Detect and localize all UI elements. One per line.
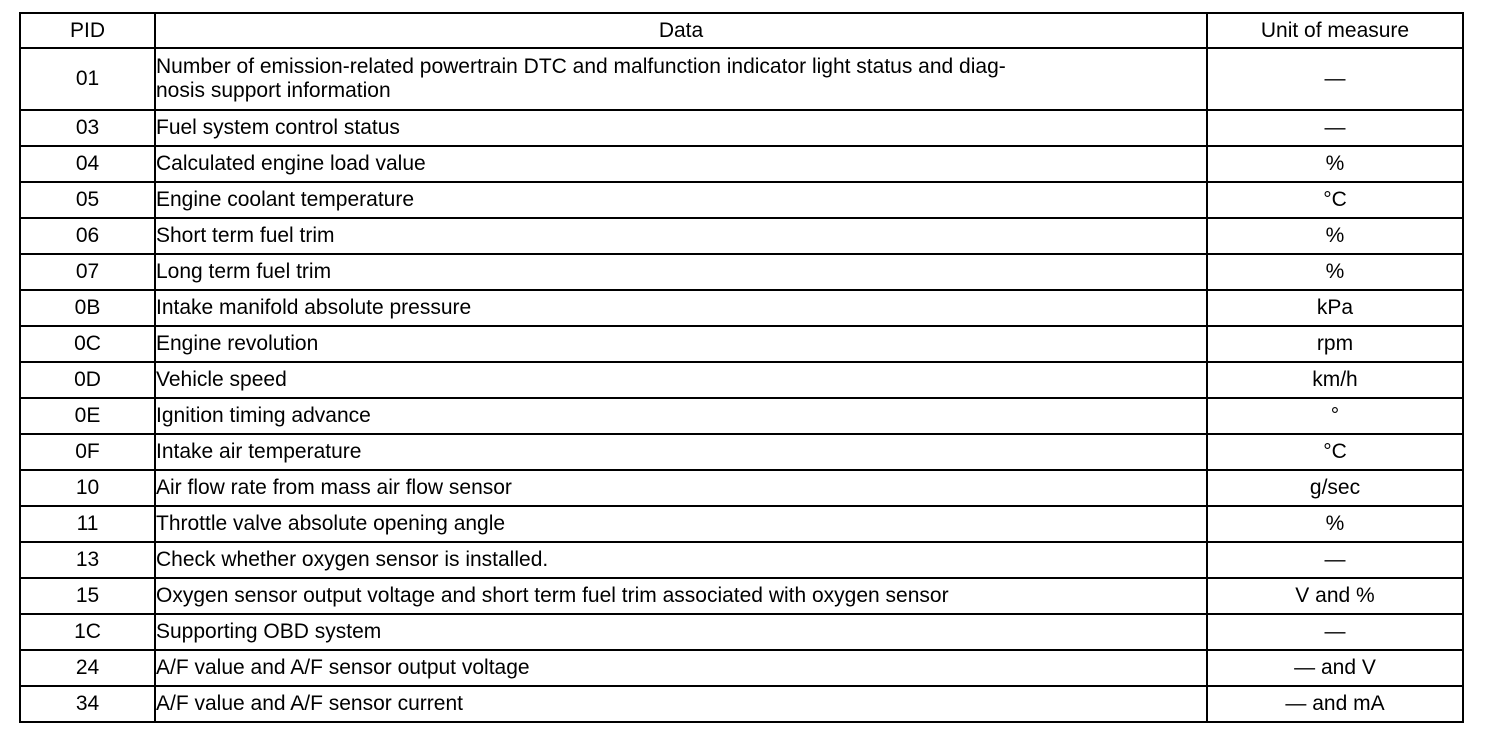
unit-cell: — bbox=[1207, 542, 1463, 578]
pid-cell: 0B bbox=[20, 290, 155, 326]
unit-cell: % bbox=[1207, 218, 1463, 254]
pid-cell: 34 bbox=[20, 686, 155, 722]
pid-data-table bbox=[19, 12, 1464, 723]
table-row bbox=[20, 110, 1463, 146]
pid-cell: 06 bbox=[20, 218, 155, 254]
pid-cell: 1C bbox=[20, 614, 155, 650]
data-cell: Air flow rate from mass air flow sensor bbox=[155, 470, 1207, 506]
data-cell: Engine revolution bbox=[155, 326, 1207, 362]
unit-cell: % bbox=[1207, 254, 1463, 290]
unit-cell: ° bbox=[1207, 398, 1463, 434]
unit-cell: % bbox=[1207, 146, 1463, 182]
table-row bbox=[20, 290, 1463, 326]
table-row bbox=[20, 470, 1463, 506]
unit-cell: °C bbox=[1207, 434, 1463, 470]
table-row bbox=[20, 362, 1463, 398]
table-row bbox=[20, 182, 1463, 218]
unit-cell: — bbox=[1207, 614, 1463, 650]
table-row bbox=[20, 542, 1463, 578]
pid-cell: 0E bbox=[20, 398, 155, 434]
data-cell: Vehicle speed bbox=[155, 362, 1207, 398]
data-cell: Throttle valve absolute opening angle bbox=[155, 506, 1207, 542]
data-cell: Oxygen sensor output voltage and short term fuel trim associated with oxygen sensor bbox=[155, 578, 1207, 614]
pid-cell: 11 bbox=[20, 506, 155, 542]
table-row bbox=[20, 506, 1463, 542]
table-row bbox=[20, 650, 1463, 686]
table-row bbox=[20, 614, 1463, 650]
pid-cell: 13 bbox=[20, 542, 155, 578]
pid-cell: 10 bbox=[20, 470, 155, 506]
unit-cell: rpm bbox=[1207, 326, 1463, 362]
data-cell: Engine coolant temperature bbox=[155, 182, 1207, 218]
data-line: Number of emission-related powertrain DTC and malfunction indicator light status and diag- nosis support information bbox=[156, 55, 1006, 102]
data-cell: Short term fuel trim bbox=[155, 218, 1207, 254]
pid-cell: 0C bbox=[20, 326, 155, 362]
unit-cell: kPa bbox=[1207, 290, 1463, 326]
table-row bbox=[20, 398, 1463, 434]
table-row bbox=[20, 254, 1463, 290]
unit-cell: — and V bbox=[1207, 650, 1463, 686]
unit-cell: °C bbox=[1207, 182, 1463, 218]
unit-cell: km/h bbox=[1207, 362, 1463, 398]
unit-cell: — and mA bbox=[1207, 686, 1463, 722]
table-header bbox=[20, 13, 1463, 48]
unit-cell: % bbox=[1207, 506, 1463, 542]
table-row bbox=[20, 578, 1463, 614]
table-row bbox=[20, 218, 1463, 254]
header-unit: Unit of measure bbox=[1207, 13, 1463, 48]
pid-cell: 0D bbox=[20, 362, 155, 398]
data-cell: Calculated engine load value bbox=[155, 146, 1207, 182]
header-pid: PID bbox=[20, 13, 155, 48]
data-cell: A/F value and A/F sensor output voltage bbox=[155, 650, 1207, 686]
pid-cell: 03 bbox=[20, 110, 155, 146]
data-cell: Intake air temperature bbox=[155, 434, 1207, 470]
data-cell: Long term fuel trim bbox=[155, 254, 1207, 290]
data-cell: Ignition timing advance bbox=[155, 398, 1207, 434]
unit-cell: — bbox=[1207, 110, 1463, 146]
table-body bbox=[20, 48, 1463, 722]
data-cell: Check whether oxygen sensor is installed. bbox=[155, 542, 1207, 578]
pid-cell: 01 bbox=[20, 48, 155, 110]
header-data: Data bbox=[155, 13, 1207, 48]
unit-cell: g/sec bbox=[1207, 470, 1463, 506]
pid-cell: 24 bbox=[20, 650, 155, 686]
table-row bbox=[20, 326, 1463, 362]
table-row bbox=[20, 146, 1463, 182]
pid-cell: 0F bbox=[20, 434, 155, 470]
pid-cell: 07 bbox=[20, 254, 155, 290]
data-cell bbox=[155, 48, 1207, 110]
pid-cell: 05 bbox=[20, 182, 155, 218]
data-cell: Intake manifold absolute pressure bbox=[155, 290, 1207, 326]
unit-cell: V and % bbox=[1207, 578, 1463, 614]
data-cell: Fuel system control status bbox=[155, 110, 1207, 146]
pid-cell: 04 bbox=[20, 146, 155, 182]
table-row bbox=[20, 686, 1463, 722]
data-cell: Supporting OBD system bbox=[155, 614, 1207, 650]
data-cell: A/F value and A/F sensor current bbox=[155, 686, 1207, 722]
table-row bbox=[20, 48, 1463, 110]
unit-cell: — bbox=[1207, 48, 1463, 110]
pid-cell: 15 bbox=[20, 578, 155, 614]
header-row bbox=[20, 13, 1463, 48]
table-row bbox=[20, 434, 1463, 470]
